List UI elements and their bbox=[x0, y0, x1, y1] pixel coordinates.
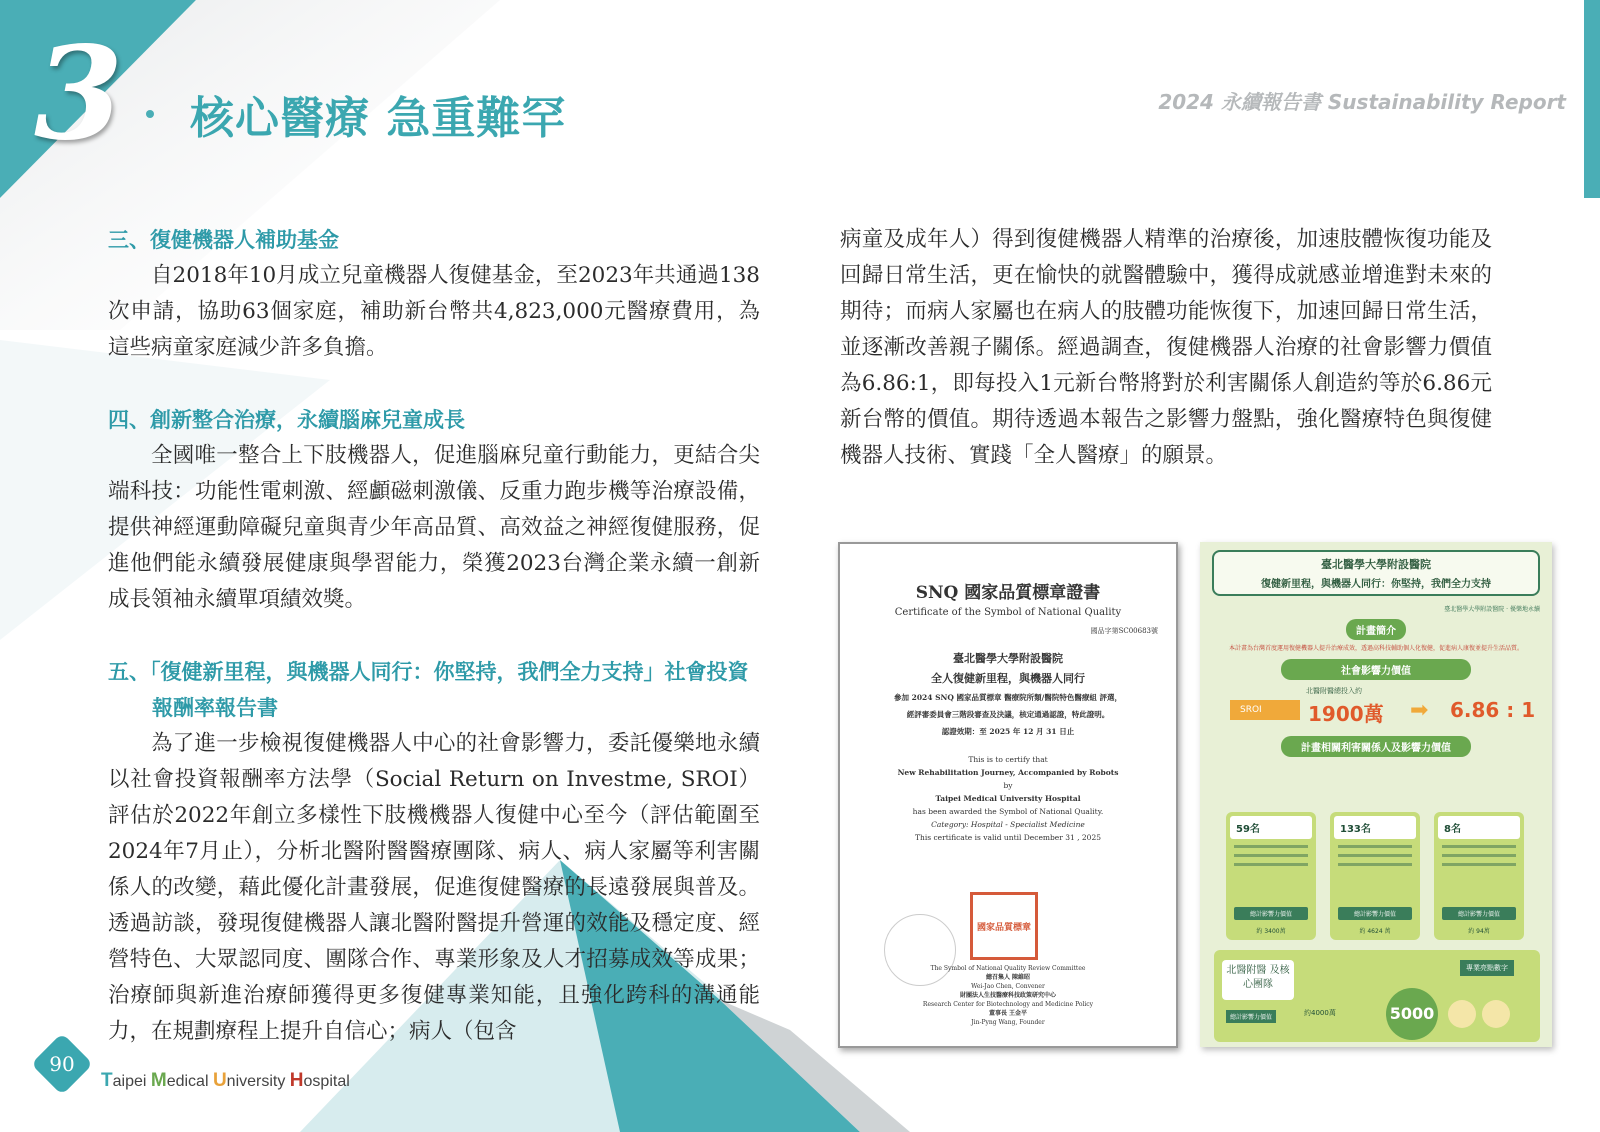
section5-heading: 五、「復健新里程，與機器人同行：你堅持，我們全力支持」社會投資報酬率報告書 bbox=[108, 660, 749, 720]
invest-amount: 1900萬 bbox=[1308, 702, 1384, 726]
cert-seal: 國家品質標章 bbox=[970, 892, 1038, 960]
hospital-brand bbox=[101, 1070, 350, 1092]
stakeholder-box-3 bbox=[1434, 812, 1524, 940]
box2-value: 約 4624 萬 bbox=[1359, 928, 1391, 935]
highlight-circle bbox=[1448, 1000, 1476, 1028]
cert-sig3: Wei-Jao Chen, Convener bbox=[971, 983, 1045, 990]
cert-sig2: 總召集人 陳維昭 bbox=[985, 974, 1031, 981]
poster-title-box bbox=[1212, 550, 1540, 596]
box1-tag: 總計影響力價值 bbox=[1234, 907, 1308, 920]
team-label: 北醫附醫 及核心團隊 bbox=[1222, 960, 1294, 1000]
text-line bbox=[1338, 854, 1412, 857]
invest-label: 北醫附醫總投入約 bbox=[1306, 687, 1362, 695]
cert-line2: 經評審委員會三階段審查及決議，核定通過認證，特此證明。 bbox=[906, 710, 1110, 719]
brand-part: ospital bbox=[303, 1073, 350, 1090]
snq-certificate-image bbox=[838, 542, 1178, 1048]
text-line bbox=[1234, 863, 1308, 866]
section4-heading: 四、創新整合治療，永續腦麻兒童成長 bbox=[108, 408, 465, 432]
arrow-right-icon: ➡ bbox=[1410, 698, 1429, 723]
chapter-title: 核心醫療 急重難罕 bbox=[190, 93, 567, 144]
poster-bottom-panel bbox=[1214, 950, 1540, 1042]
page-number-badge bbox=[31, 1033, 93, 1095]
brand-letter-m: M bbox=[150, 1070, 167, 1091]
stakeholder-label: 計畫相關利害關係人及影響力價值 bbox=[1281, 736, 1471, 757]
sroi-ratio: 6.86 : 1 bbox=[1450, 698, 1536, 722]
chapter-number: 3 bbox=[34, 19, 124, 169]
text-line bbox=[1338, 863, 1412, 866]
text-line bbox=[1234, 845, 1308, 848]
spacer bbox=[108, 618, 760, 654]
chapter-dot bbox=[146, 110, 154, 118]
cert-hospital: 臺北醫學大學附設醫院 bbox=[953, 652, 1063, 665]
bottom-value: 約4000萬 bbox=[1304, 1009, 1336, 1017]
section4-paragraph: 全國唯一整合上下肢機器人，促進腦麻兒童行動能力，更結合尖端科技：功能性電刺激、經顱磁刺激儀、反重力跑步機等治療設備，提供神經運動障礙兒童與青少年高品質、高效益之神經復健服務，促進他們能永續發展健康與學習能力，榮獲2023台灣企業永續一創新成長領袖永續單項績效獎。 bbox=[108, 443, 760, 612]
box1-value: 約 3400萬 bbox=[1256, 928, 1286, 935]
text-line bbox=[1442, 845, 1516, 848]
report-title: 2024 永續報告書 Sustainability Report bbox=[1158, 90, 1566, 114]
brand-letter-h: H bbox=[289, 1070, 304, 1091]
cert-subtitle: Certificate of the Symbol of National Quality bbox=[894, 607, 1122, 618]
stakeholder-box-1 bbox=[1226, 812, 1316, 940]
cert-sig4: 財團法人生技醫療科技政策研究中心 bbox=[959, 992, 1056, 999]
section3-heading: 三、復健機器人補助基金 bbox=[108, 228, 339, 252]
stakeholder-boxes bbox=[1226, 812, 1532, 942]
section5-paragraph: 為了進一步檢視復健機器人中心的社會影響力，委託優樂地永續以社會投資報酬率方法學（Social Return on Investme, SROI）評估於2022年創立多樣性下肢機機器人復健中心至今（評估範圍至2024年7月止），分析北醫附醫醫療團隊、病人、病人家屬等利害關係人的改變，藉此優化計畫發展，促進復健醫療的長遠發展與普及。透過訪談，發現復健機器人讓北醫附醫提升營運的效能及穩定度、經營特色、大眾認同度、團隊合作、專業形象及人才招募成效等成果；治療師與新進治療師獲得更多復健專業知能，且強化跨科的溝通能力，在規劃療程上提升自信心；病人（包含 bbox=[108, 731, 760, 1044]
right-column bbox=[840, 222, 1492, 474]
cert-sig1: The Symbol of National Quality Review Committee bbox=[930, 965, 1086, 972]
text-line bbox=[1234, 854, 1308, 857]
cert-validity: 認證效期：至 2025 年 12 月 31 日止 bbox=[941, 727, 1075, 736]
brand-part: niversity bbox=[226, 1073, 290, 1090]
brand-part: edical bbox=[166, 1073, 213, 1090]
box3-count: 8名 bbox=[1438, 816, 1520, 839]
cert-sig6: 董事長 王金平 bbox=[988, 1010, 1028, 1017]
highlight-circle bbox=[1482, 1000, 1510, 1028]
poster-hospital: 臺北醫學大學附設醫院 bbox=[1321, 558, 1431, 571]
poster-title: 復健新里程，與機器人同行：你堅持，我們全力支持 bbox=[1261, 579, 1491, 590]
cert-en3: by bbox=[1003, 781, 1013, 790]
stakeholder-box-2 bbox=[1330, 812, 1420, 940]
cert-en6: Category: Hospital - Specialist Medicine bbox=[931, 820, 1085, 829]
brand-letter-u: U bbox=[212, 1070, 227, 1091]
cert-en1: This is to certify that bbox=[968, 755, 1048, 764]
cert-en5: has been awarded the Symbol of National Quality. bbox=[912, 807, 1104, 816]
text-line bbox=[1442, 863, 1516, 866]
box2-count: 133名 bbox=[1334, 816, 1416, 839]
sroi-tag: SROI bbox=[1230, 700, 1300, 720]
cert-en7: This certificate is valid until December 31 , 2025 bbox=[915, 833, 1101, 842]
brand-letter-t: T bbox=[101, 1070, 113, 1091]
right-paragraph: 病童及成年人）得到復健機器人精準的治療後，加速肢體恢復功能及回歸日常生活，更在愉快的就醫體驗中，獲得成就感並增進對未來的期待；而病人家屬也在病人的肢體功能恢復下，加速回歸日常生活，並逐漸改善親子關係。經過調查，復健機器人治療的社會影響力價值為6.86:1，即每投入1元新台幣將對於利害關係人創造約等於6.86元新台幣的價值。期待透過本報告之影響力盤點，強化醫療特色與復健機器人技術、實踐「全人醫療」的願景。 bbox=[840, 227, 1492, 468]
text-line bbox=[1442, 854, 1516, 857]
cert-number: 國品字第SC00683號 bbox=[1090, 627, 1158, 635]
sroi-poster-image bbox=[1200, 542, 1552, 1047]
cert-signatures bbox=[840, 964, 1176, 1027]
sroi-row bbox=[1200, 684, 1552, 730]
cert-program: 全人復健新里程，與機器人同行 bbox=[931, 672, 1085, 685]
box2-tag: 總計影響力價值 bbox=[1338, 907, 1412, 920]
big-number: 5000 bbox=[1386, 988, 1438, 1040]
cert-title: SNQ 國家品質標章證書 bbox=[915, 583, 1101, 603]
plan-intro-label: 計畫簡介 bbox=[1346, 619, 1406, 640]
cert-en4: Taipei Medical University Hospital bbox=[935, 794, 1081, 803]
cert-sig5: Research Center for Biotechnology and Medicine Policy bbox=[922, 1001, 1094, 1008]
page-number: 90 bbox=[49, 1052, 75, 1076]
brand-part: aipei bbox=[112, 1073, 151, 1090]
text-line bbox=[1338, 845, 1412, 848]
bottom-tag: 總計影響力價值 bbox=[1226, 1010, 1276, 1023]
spacer bbox=[108, 366, 760, 402]
poster-logos: 臺北醫學大學附設醫院 · 優樂地永續 bbox=[1444, 606, 1540, 613]
section3-paragraph: 自2018年10月成立兒童機器人復健基金，至2023年共通過138次申請，協助63個家庭，補助新台幣共4,823,000元醫療費用，為這些病童家庭減少許多負擔。 bbox=[108, 263, 760, 360]
cert-en2: New Rehabilitation Journey, Accompanied by Robots bbox=[897, 768, 1119, 777]
top-right-accent-bar bbox=[1584, 0, 1600, 198]
box3-tag: 總計影響力價值 bbox=[1442, 907, 1516, 920]
cert-sig7: Jin-Pyng Wang, Founder bbox=[971, 1019, 1045, 1026]
impact-value-label: 社會影響力價值 bbox=[1281, 659, 1471, 680]
box1-count: 59名 bbox=[1230, 816, 1312, 839]
box3-value: 約 94萬 bbox=[1468, 928, 1490, 935]
brand-highlight-label: 專業亮點數字 bbox=[1460, 960, 1514, 976]
plan-intro-text: 本計畫為台灣首度運用復健機器人提升治療成效，透過高科技輔助個人化復健，促進病人康復並提升生活品質。 bbox=[1228, 645, 1523, 652]
left-column bbox=[108, 222, 760, 1050]
cert-line1: 參加 2024 SNQ 國家品質標章 醫療院所類/醫院特色醫療組 評選， bbox=[894, 693, 1122, 702]
